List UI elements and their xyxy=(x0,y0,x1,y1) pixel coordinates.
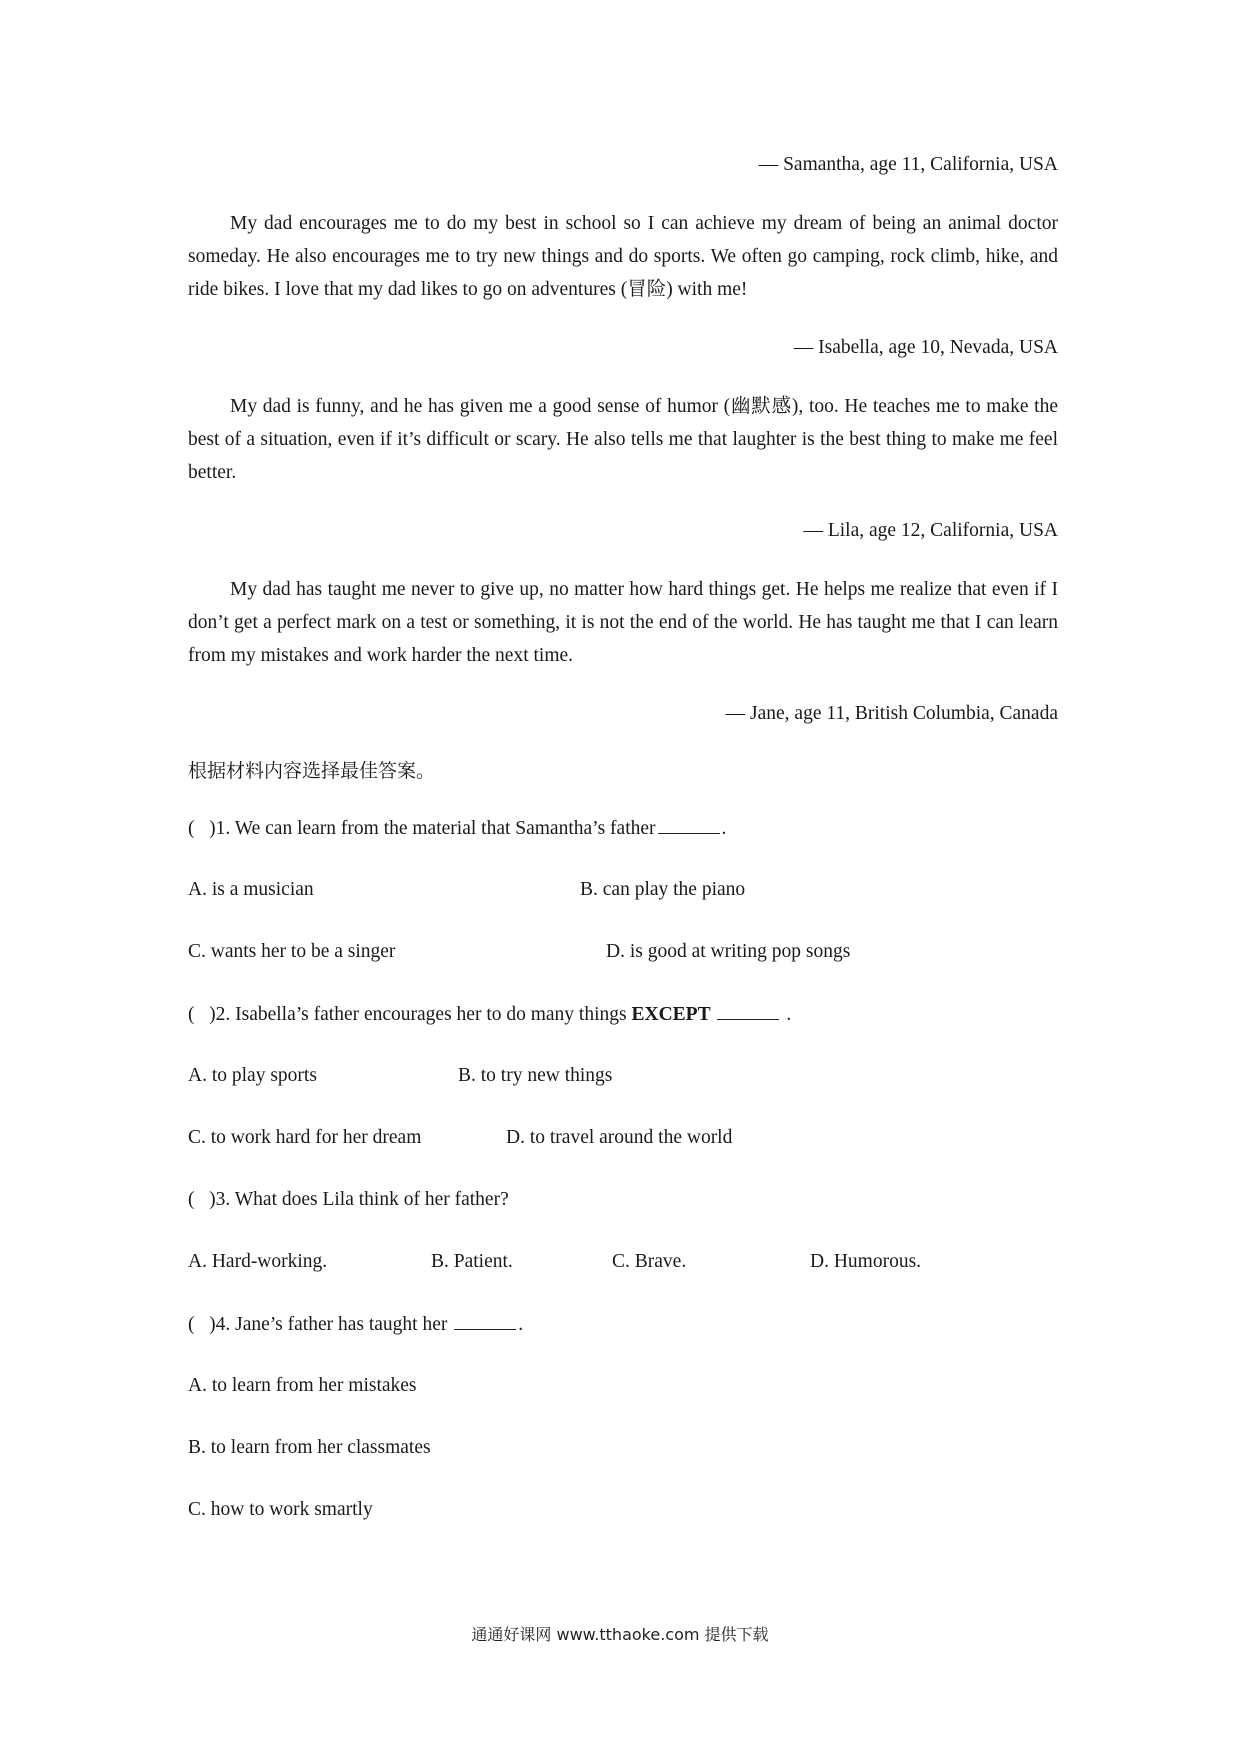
instructions-heading: 根据材料内容选择最佳答案。 xyxy=(188,760,436,782)
question-1-text: ( )1. We can learn from the material that Samantha’s father . xyxy=(188,813,726,844)
worksheet-page xyxy=(188,150,1058,1557)
page-footer: 通通好课网 www.tthaoke.com 提供下载 xyxy=(471,1625,769,1644)
paragraph-lila: My dad is funny, and he has given me a good sense of humor (幽默感), too. He teaches me to make the best of a situation, even if it’s difficult or scary. He also tells me that laughter is the best thing to make me feel better. xyxy=(188,396,1058,483)
option-c: C. Brave. xyxy=(612,1251,687,1272)
question-4-option-b-row xyxy=(188,1433,1058,1495)
option-a: A. Hard-working. xyxy=(188,1251,328,1272)
attribution-lila: — Lila, age 12, California, USA xyxy=(803,520,1058,541)
attribution-jane: — Jane, age 11, British Columbia, Canada xyxy=(725,703,1058,724)
question-4-option-a-row xyxy=(188,1371,1058,1433)
option-d: D. is good at writing pop songs xyxy=(606,941,851,962)
option-d: D. to travel around the world xyxy=(506,1127,733,1148)
question-3 xyxy=(188,1185,1058,1247)
question-2-options-row-1 xyxy=(188,1061,1058,1123)
option-c: C. wants her to be a singer xyxy=(188,941,396,962)
question-1 xyxy=(188,813,1058,875)
question-4-option-c-row xyxy=(188,1495,1058,1557)
question-3-options-row xyxy=(188,1247,1058,1309)
option-b: B. can play the piano xyxy=(580,879,746,900)
option-b: B. to learn from her classmates xyxy=(188,1437,431,1458)
option-c: C. how to work smartly xyxy=(188,1499,373,1520)
attribution-isabella: — Isabella, age 10, Nevada, USA xyxy=(793,337,1058,358)
emphasis-except: EXCEPT xyxy=(631,1004,711,1025)
attribution-samantha: — Samantha, age 11, California, USA xyxy=(758,154,1058,175)
answer-blank xyxy=(658,813,720,834)
question-2-text: ( )2. Isabella’s father encourages her to do many things EXCEPT . xyxy=(188,999,791,1030)
paragraph-isabella: My dad encourages me to do my best in school so I can achieve my dream of being an animal doctor someday. He also encourages me to try new things and do sports. We often go camping, rock climb, hike, and ride bikes. I love that my dad likes to go on adventures (冒险) with me! xyxy=(188,213,1058,300)
question-1-options-row-1 xyxy=(188,875,1058,937)
question-1-options-row-2 xyxy=(188,937,1058,999)
option-a: A. is a musician xyxy=(188,879,314,900)
option-b: B. Patient. xyxy=(431,1251,513,1272)
answer-blank xyxy=(454,1309,516,1330)
question-2 xyxy=(188,999,1058,1061)
answer-blank xyxy=(717,999,779,1020)
option-c: C. to work hard for her dream xyxy=(188,1127,422,1148)
question-3-text: ( )3. What does Lila think of her father? xyxy=(188,1189,509,1210)
question-2-options-row-2 xyxy=(188,1123,1058,1185)
option-a: A. to play sports xyxy=(188,1065,317,1086)
question-4-text: ( )4. Jane’s father has taught her . xyxy=(188,1309,523,1340)
question-4 xyxy=(188,1309,1058,1371)
option-d: D. Humorous. xyxy=(810,1251,922,1272)
option-b: B. to try new things xyxy=(458,1065,613,1086)
paragraph-jane: My dad has taught me never to give up, no matter how hard things get. He helps me realize that even if I don’t get a perfect mark on a test or something, it is not the end of the world. He has taught me that I can learn from my mistakes and work harder the next time. xyxy=(188,579,1058,666)
option-a: A. to learn from her mistakes xyxy=(188,1375,417,1396)
